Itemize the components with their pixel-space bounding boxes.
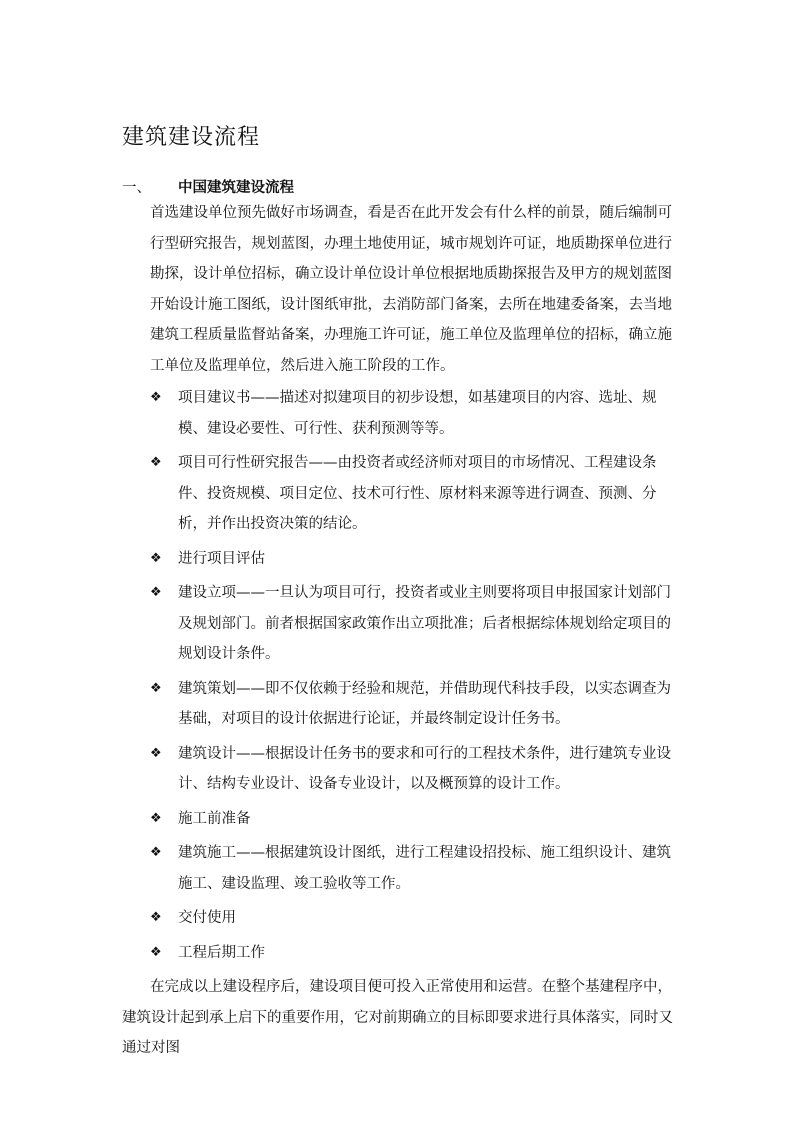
bullet-icon: ❖ bbox=[150, 390, 162, 405]
bullet-icon: ❖ bbox=[150, 944, 162, 960]
list-item-text: 建筑设计——根据设计任务书的要求和可行的工程技术条件，进行建筑专业设计、结构专业设计、设备专业设计，以及概预算的设计工作。 bbox=[178, 745, 671, 792]
list-item bbox=[122, 901, 684, 936]
list-item-text: 项目建议书——描述对拟建项目的初步设想，如基建项目的内容、选址、规模、建设必要性、可行性、获利预测等等。 bbox=[178, 390, 657, 437]
bullet-icon: ❖ bbox=[150, 455, 162, 470]
intro-paragraph bbox=[150, 198, 684, 381]
section-heading bbox=[122, 176, 294, 197]
list-item-text: 交付使用 bbox=[178, 910, 236, 926]
section-title: 中国建筑建设流程 bbox=[178, 179, 294, 196]
bullet-icon: ❖ bbox=[150, 810, 162, 826]
list-item bbox=[122, 672, 684, 737]
process-list bbox=[122, 381, 684, 970]
list-item bbox=[122, 381, 684, 446]
list-item-text: 项目可行性研究报告——由投资者或经济师对项目的市场情况、工程建设条件、投资规模、项目定位、技术可行性、原材料来源等进行调查、预测、分析，并作出投资决策的结论。 bbox=[178, 455, 657, 532]
list-item bbox=[122, 936, 684, 971]
list-item-text: 建设立项——一旦认为项目可行，投资者或业主则要将项目申报国家计划部门及规划部门。前者根据国家政策作出立项批准；后者根据综体规划给定项目的规划设计条件。 bbox=[178, 585, 671, 662]
document-title: 建筑建设流程 bbox=[122, 125, 261, 150]
list-item-text: 建筑策划——即不仅依赖于经验和规范，并借助现代科技手段，以实态调查为基础，对项目的设计依据进行论证，并最终制定设计任务书。 bbox=[178, 680, 671, 727]
section-number: 一、 bbox=[122, 180, 151, 196]
document-body bbox=[122, 198, 684, 1064]
list-item bbox=[122, 836, 684, 901]
list-item bbox=[122, 802, 684, 837]
bullet-icon: ❖ bbox=[150, 745, 162, 761]
list-item-text: 建筑施工——根据建筑设计图纸，进行工程建设招投标、施工组织设计、建筑施工、建设监理、竣工验收等工作。 bbox=[178, 845, 671, 892]
outro-paragraph: 在完成以上建设程序后，建设项目便可投入正常使用和运营。在整个基建程序中，建筑设计起到承上启下的重要作用，它对前期确立的目标即要求进行具体落实，同时又通过对图 bbox=[122, 979, 673, 1056]
list-item-text: 工程后期工作 bbox=[178, 944, 265, 961]
bullet-icon: ❖ bbox=[150, 910, 162, 925]
bullet-icon: ❖ bbox=[150, 585, 162, 600]
bullet-icon: ❖ bbox=[150, 845, 162, 860]
intro-text: 首选建设单位预先做好市场调查，看是否在此开发会有什么样的前景，随后编制可行型研究报告，规划蓝图，办理土地使用证，城市规划许可证，地质勘探单位进行勘探，设计单位招标，确立设计单位设计单位根据地质勘探报告及甲方的规划蓝图开始设计施工图纸，设计图纸审批，去消防部门备案，去所在地建委备案，去当地建筑工程质量监督站备案，办理施工许可证，施工单位及监理单位的招标，确立施工单位及监理单位，然后进入施工阶段的工作。 bbox=[150, 205, 672, 374]
list-item bbox=[122, 542, 684, 577]
bullet-icon: ❖ bbox=[150, 550, 162, 566]
list-item bbox=[122, 446, 684, 542]
list-item-text: 施工前准备 bbox=[178, 810, 251, 827]
list-item bbox=[122, 737, 684, 802]
list-item-text: 进行项目评估 bbox=[178, 550, 265, 567]
list-item bbox=[122, 576, 684, 672]
bullet-icon: ❖ bbox=[150, 680, 162, 696]
